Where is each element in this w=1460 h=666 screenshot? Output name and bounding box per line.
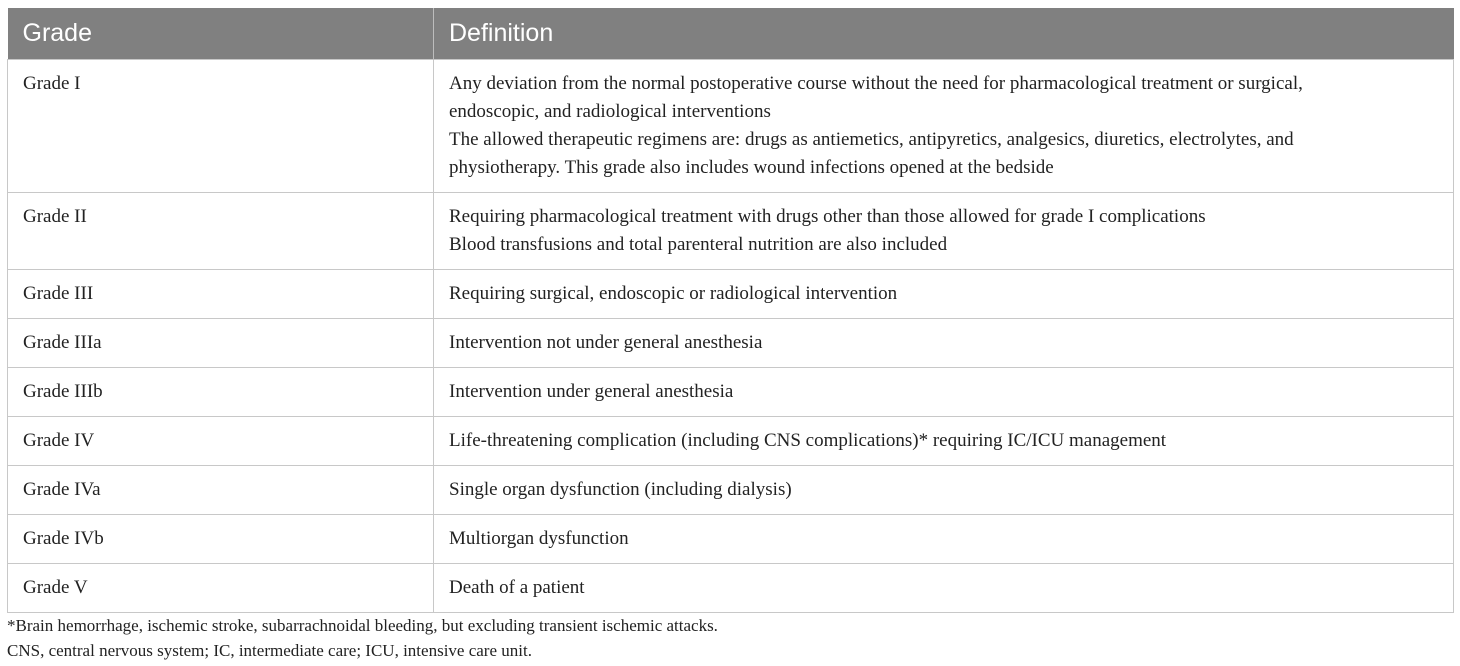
footnote-abbreviations: CNS, central nervous system; IC, intermediate care; ICU, intensive care unit. — [7, 641, 532, 660]
table-row — [8, 515, 1454, 564]
definition-cell — [434, 193, 1454, 270]
definition-cell: Intervention under general anesthesia — [434, 368, 1454, 417]
header-definition: Definition — [434, 8, 1454, 60]
grade-cell: Grade II — [8, 193, 434, 270]
definition-cell: Death of a patient — [434, 564, 1454, 613]
definition-line: physiotherapy. This grade also includes wound infections opened at the bedside — [449, 157, 1054, 178]
header-grade: Grade — [8, 8, 434, 60]
grade-cell: Grade IVb — [8, 515, 434, 564]
footnote-asterisk: *Brain hemorrhage, ischemic stroke, subarrachnoidal bleeding, but excluding transient ischemic attacks. — [7, 616, 718, 635]
table-footnotes — [7, 613, 1453, 663]
table-body — [8, 60, 1454, 613]
definition-line: endoscopic, and radiological interventions — [449, 101, 771, 122]
definition-cell: Life-threatening complication (including CNS complications)* requiring IC/ICU management — [434, 417, 1454, 466]
table-row — [8, 319, 1454, 368]
table-row — [8, 564, 1454, 613]
definition-line: Requiring pharmacological treatment with drugs other than those allowed for grade I complications — [449, 206, 1206, 227]
definition-cell: Single organ dysfunction (including dialysis) — [434, 466, 1454, 515]
definition-line: Blood transfusions and total parenteral nutrition are also included — [449, 234, 948, 255]
table-row — [8, 60, 1454, 193]
table-row — [8, 270, 1454, 319]
table-row — [8, 368, 1454, 417]
grade-cell: Grade III — [8, 270, 434, 319]
definition-line: Any deviation from the normal postoperative course without the need for pharmacological treatment or surgical, — [449, 73, 1303, 94]
table-header — [8, 8, 1454, 60]
grade-cell: Grade IVa — [8, 466, 434, 515]
definition-cell — [434, 60, 1454, 193]
grade-cell: Grade IIIa — [8, 319, 434, 368]
grade-cell: Grade V — [8, 564, 434, 613]
header-row — [8, 8, 1454, 60]
grade-cell: Grade I — [8, 60, 434, 193]
definition-cell: Requiring surgical, endoscopic or radiological intervention — [434, 270, 1454, 319]
grade-definition-table — [7, 8, 1454, 613]
definition-line: The allowed therapeutic regimens are: drugs as antiemetics, antipyretics, analgesics, diuretics, electrolytes, and — [449, 129, 1294, 150]
table-row — [8, 466, 1454, 515]
definition-cell: Multiorgan dysfunction — [434, 515, 1454, 564]
grade-cell: Grade IV — [8, 417, 434, 466]
definition-cell: Intervention not under general anesthesia — [434, 319, 1454, 368]
grade-cell: Grade IIIb — [8, 368, 434, 417]
grade-table-container — [7, 8, 1453, 613]
table-row — [8, 417, 1454, 466]
table-row — [8, 193, 1454, 270]
